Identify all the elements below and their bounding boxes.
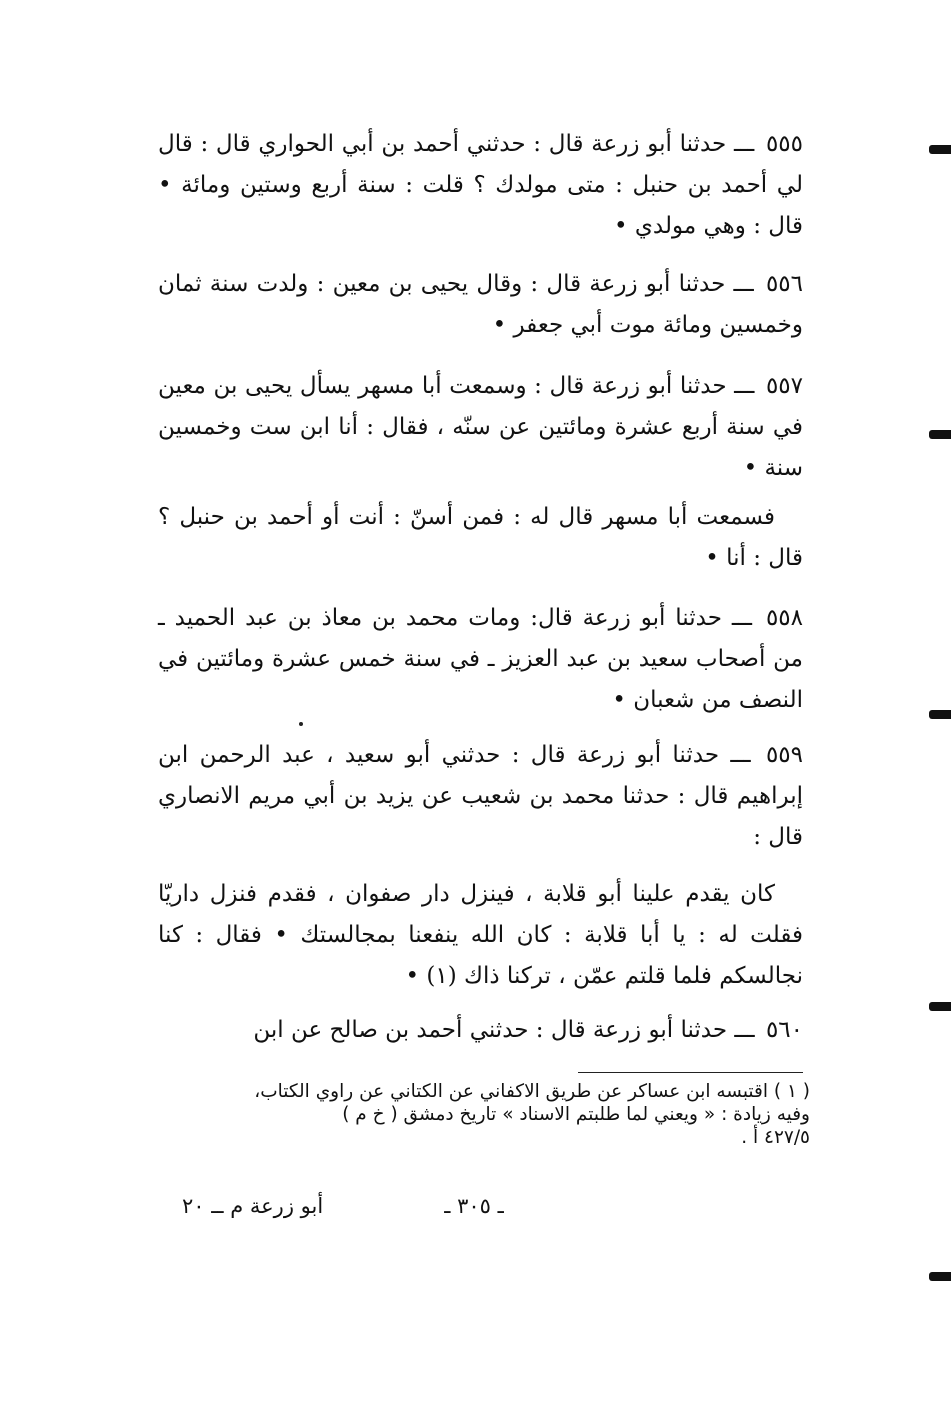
paragraph-558 (158, 598, 803, 721)
paragraph-560 (158, 1010, 803, 1051)
binding-mark (929, 145, 951, 154)
paragraph-number: ٥٦٠ (765, 1017, 803, 1043)
paragraph-555 (158, 124, 803, 247)
paragraph-557-continuation (158, 497, 803, 579)
paragraph-number: ٥٥٨ (765, 605, 803, 631)
paragraph-557 (158, 366, 803, 489)
paragraph-text: ـــ حدثنا أبو زرعة قال : وسمعت أبا مسهر يسأل يحيى بن معين في سنة أربع عشرة ومائتين عن سنّه ، فقال : أنا ابن ست وخمسين سنة • (158, 373, 803, 481)
footnote-line: ٤٢٧/٥ أ . (741, 1127, 810, 1148)
footnote-divider (578, 1072, 803, 1073)
footnote-line: وفيه زيادة : « ويعني لما طلبتم الاسناد » تاريخ دمشق ( خ م ) (342, 1104, 810, 1125)
binding-mark (929, 430, 951, 439)
page-number: ـ ٣٠٥ ـ (444, 1194, 504, 1218)
binding-mark (929, 710, 951, 719)
paragraph-text: ـــ حدثنا أبو زرعة قال : حدثني أحمد بن صالح عن ابن (253, 1017, 755, 1043)
paragraph-556 (158, 264, 803, 346)
paragraph-text: ـــ حدثنا أبو زرعة قال : حدثني أحمد بن أبي الحواري قال : قال لي أحمد بن حنبل : متى مولدك ؟ قلت : سنة أربع وستين ومائة • قال : وهي مولدي • (158, 131, 803, 239)
paragraph-text: ـــ حدثنا أبو زرعة قال: ومات محمد بن معاذ بن عبد الحميد ـ من أصحاب سعيد بن عبد العزيز ـ في سنة خمس عشرة ومائتين في النصف من شعبان • (158, 605, 803, 713)
binding-mark (929, 1272, 951, 1281)
paragraph-text: ـــ حدثنا أبو زرعة قال : حدثني أبو سعيد ، عبد الرحمن ابن إبراهيم قال : حدثنا محمد بن شعيب عن يزيد بن أبي مريم الانصاري قال : (158, 742, 803, 850)
paragraph-number: ٥٥٥ (765, 131, 803, 157)
paragraph-559 (158, 735, 803, 858)
paragraph-text: ـــ حدثنا أبو زرعة قال : وقال يحيى بن معين : ولدت سنة ثمان وخمسين ومائة موت أبي جعفر • (158, 271, 803, 338)
printer-signature: أبو زرعة م ــ ٢٠ (182, 1194, 324, 1218)
binding-mark (929, 1002, 951, 1011)
paragraph-text: فسمعت أبا مسهر قال له : فمن أسنّ : أنت أو أحمد بن حنبل ؟ قال : أنا • (158, 504, 803, 571)
paragraph-number: ٥٥٧ (765, 373, 803, 399)
paragraph-number: ٥٥٩ (765, 742, 803, 768)
paragraph-text: كان يقدم علينا أبو قلابة ، فينزل دار صفوان ، فقدم فنزل داريّا فقلت له : يا أبا قلابة : كان الله ينفعنا بمجالستك • فقال : كنا نجالسكم فلما قلتم عمّن ، تركنا ذاك (١) • (158, 881, 803, 989)
footnote-line: ( ١ ) اقتبسه ابن عساكر عن طريق الاكفاني عن الكتاني عن راوي الكتاب، (254, 1081, 810, 1102)
ink-speck (299, 722, 303, 726)
paragraph-559-continuation (158, 874, 803, 997)
paragraph-number: ٥٥٦ (765, 271, 804, 297)
footnote (158, 1080, 810, 1149)
